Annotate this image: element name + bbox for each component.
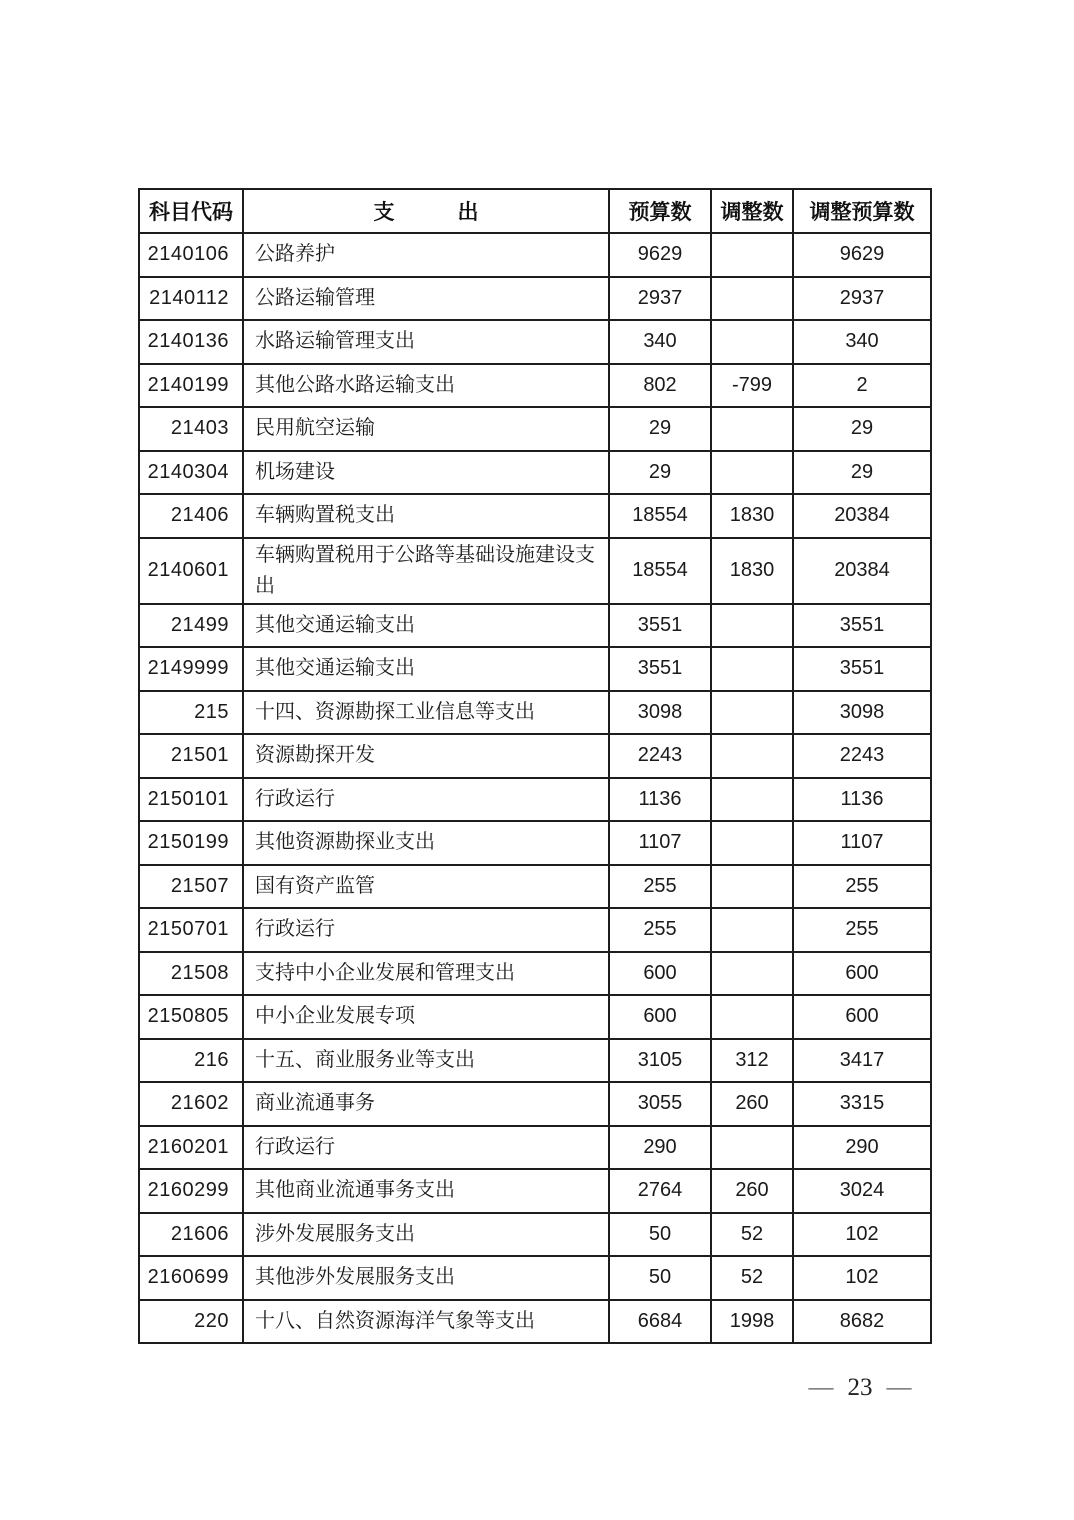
cell-expenditure-name: 涉外发展服务支出 (243, 1213, 609, 1257)
table-row (139, 1256, 931, 1300)
cell-adjusted-budget: 3024 (793, 1169, 931, 1213)
cell-adjusted-budget: 2243 (793, 734, 931, 778)
cell-budget: 255 (609, 865, 711, 909)
table-header (139, 189, 931, 233)
cell-adjustment (711, 407, 793, 451)
cell-expenditure-name: 中小企业发展专项 (243, 995, 609, 1039)
table-row (139, 821, 931, 865)
cell-budget: 600 (609, 952, 711, 996)
cell-expenditure-name: 其他交通运输支出 (243, 604, 609, 648)
cell-adjustment (711, 277, 793, 321)
cell-adjustment (711, 233, 793, 277)
cell-budget: 18554 (609, 538, 711, 604)
cell-budget: 9629 (609, 233, 711, 277)
cell-adjusted-budget: 290 (793, 1126, 931, 1170)
cell-expenditure-name: 十五、商业服务业等支出 (243, 1039, 609, 1083)
cell-budget: 18554 (609, 494, 711, 538)
cell-adjusted-budget: 3098 (793, 691, 931, 735)
budget-table (138, 188, 932, 1344)
cell-subject-code: 2160299 (139, 1169, 243, 1213)
cell-subject-code: 2140112 (139, 277, 243, 321)
cell-subject-code: 2150701 (139, 908, 243, 952)
cell-subject-code: 21406 (139, 494, 243, 538)
cell-adjusted-budget: 29 (793, 407, 931, 451)
table-row (139, 451, 931, 495)
cell-budget: 50 (609, 1213, 711, 1257)
cell-subject-code: 2149999 (139, 647, 243, 691)
table-row (139, 233, 931, 277)
cell-adjusted-budget: 20384 (793, 494, 931, 538)
cell-subject-code: 215 (139, 691, 243, 735)
table-row (139, 1300, 931, 1344)
cell-expenditure-name: 其他商业流通事务支出 (243, 1169, 609, 1213)
cell-budget: 255 (609, 908, 711, 952)
cell-adjustment (711, 908, 793, 952)
cell-adjusted-budget: 3551 (793, 604, 931, 648)
cell-adjusted-budget: 600 (793, 995, 931, 1039)
table-row (139, 1126, 931, 1170)
cell-expenditure-name: 商业流通事务 (243, 1082, 609, 1126)
cell-adjustment (711, 604, 793, 648)
cell-adjustment (711, 995, 793, 1039)
cell-adjustment (711, 1126, 793, 1170)
cell-expenditure-name: 公路运输管理 (243, 277, 609, 321)
cell-adjustment (711, 734, 793, 778)
cell-subject-code: 2140136 (139, 320, 243, 364)
cell-subject-code: 21403 (139, 407, 243, 451)
cell-expenditure-name: 行政运行 (243, 908, 609, 952)
cell-expenditure-name: 其他资源勘探业支出 (243, 821, 609, 865)
cell-subject-code: 21606 (139, 1213, 243, 1257)
cell-budget: 3055 (609, 1082, 711, 1126)
cell-subject-code: 2140304 (139, 451, 243, 495)
cell-adjustment: 1830 (711, 494, 793, 538)
cell-adjustment: 52 (711, 1256, 793, 1300)
cell-budget: 802 (609, 364, 711, 408)
cell-expenditure-name: 公路养护 (243, 233, 609, 277)
cell-adjustment: 260 (711, 1082, 793, 1126)
table-body (139, 233, 931, 1343)
cell-adjustment (711, 451, 793, 495)
cell-adjusted-budget: 600 (793, 952, 931, 996)
table-row (139, 320, 931, 364)
cell-adjusted-budget: 2 (793, 364, 931, 408)
cell-adjusted-budget: 2937 (793, 277, 931, 321)
cell-expenditure-name: 民用航空运输 (243, 407, 609, 451)
cell-subject-code: 2150199 (139, 821, 243, 865)
table-row (139, 995, 931, 1039)
table-row (139, 1169, 931, 1213)
cell-adjustment (711, 821, 793, 865)
cell-adjusted-budget: 102 (793, 1213, 931, 1257)
cell-subject-code: 21508 (139, 952, 243, 996)
cell-budget: 29 (609, 407, 711, 451)
cell-subject-code: 2150101 (139, 778, 243, 822)
table-row (139, 647, 931, 691)
cell-budget: 6684 (609, 1300, 711, 1344)
cell-subject-code: 220 (139, 1300, 243, 1344)
cell-adjusted-budget: 3315 (793, 1082, 931, 1126)
cell-adjusted-budget: 9629 (793, 233, 931, 277)
table-row (139, 865, 931, 909)
cell-expenditure-name: 资源勘探开发 (243, 734, 609, 778)
cell-budget: 50 (609, 1256, 711, 1300)
cell-expenditure-name: 水路运输管理支出 (243, 320, 609, 364)
cell-expenditure-name: 行政运行 (243, 1126, 609, 1170)
cell-expenditure-name: 其他涉外发展服务支出 (243, 1256, 609, 1300)
table-row (139, 407, 931, 451)
cell-budget: 2764 (609, 1169, 711, 1213)
cell-adjustment: 1998 (711, 1300, 793, 1344)
cell-budget: 340 (609, 320, 711, 364)
cell-budget: 3551 (609, 647, 711, 691)
cell-budget: 600 (609, 995, 711, 1039)
cell-adjusted-budget: 255 (793, 865, 931, 909)
cell-expenditure-name: 车辆购置税支出 (243, 494, 609, 538)
cell-adjusted-budget: 29 (793, 451, 931, 495)
table-row (139, 1213, 931, 1257)
cell-subject-code: 2140106 (139, 233, 243, 277)
cell-subject-code: 2160699 (139, 1256, 243, 1300)
cell-subject-code: 21499 (139, 604, 243, 648)
cell-adjustment: -799 (711, 364, 793, 408)
header-row (139, 189, 931, 233)
cell-adjusted-budget: 340 (793, 320, 931, 364)
cell-budget: 2243 (609, 734, 711, 778)
page-number-dash-left: — (808, 1374, 834, 1401)
table-row (139, 494, 931, 538)
cell-subject-code: 2140601 (139, 538, 243, 604)
cell-expenditure-name: 机场建设 (243, 451, 609, 495)
cell-adjusted-budget: 8682 (793, 1300, 931, 1344)
cell-adjusted-budget: 255 (793, 908, 931, 952)
header-budget: 预算数 (609, 189, 711, 233)
table-row (139, 1039, 931, 1083)
cell-subject-code: 2160201 (139, 1126, 243, 1170)
cell-adjustment (711, 865, 793, 909)
page-number-dash-right: — (886, 1374, 912, 1401)
cell-expenditure-name: 其他交通运输支出 (243, 647, 609, 691)
cell-adjustment (711, 691, 793, 735)
cell-adjusted-budget: 3417 (793, 1039, 931, 1083)
cell-budget: 3098 (609, 691, 711, 735)
cell-adjustment: 1830 (711, 538, 793, 604)
cell-adjusted-budget: 1136 (793, 778, 931, 822)
table-row (139, 778, 931, 822)
cell-budget: 290 (609, 1126, 711, 1170)
cell-adjustment: 312 (711, 1039, 793, 1083)
cell-adjustment (711, 778, 793, 822)
cell-subject-code: 21501 (139, 734, 243, 778)
cell-adjustment: 260 (711, 1169, 793, 1213)
header-subject-code: 科目代码 (139, 189, 243, 233)
table-row (139, 538, 931, 604)
table-row (139, 691, 931, 735)
cell-expenditure-name: 国有资产监管 (243, 865, 609, 909)
page-number: 23 (847, 1374, 873, 1401)
cell-budget: 3105 (609, 1039, 711, 1083)
cell-adjustment (711, 647, 793, 691)
table-row (139, 734, 931, 778)
table-row (139, 604, 931, 648)
header-adjusted-budget: 调整预算数 (793, 189, 931, 233)
header-adjustment: 调整数 (711, 189, 793, 233)
cell-subject-code: 21602 (139, 1082, 243, 1126)
cell-expenditure-name: 车辆购置税用于公路等基础设施建设支出 (243, 538, 609, 604)
table-row (139, 952, 931, 996)
cell-budget: 3551 (609, 604, 711, 648)
cell-expenditure-name: 其他公路水路运输支出 (243, 364, 609, 408)
cell-expenditure-name: 十八、自然资源海洋气象等支出 (243, 1300, 609, 1344)
cell-adjusted-budget: 1107 (793, 821, 931, 865)
cell-budget: 29 (609, 451, 711, 495)
page-footer (760, 1374, 960, 1402)
cell-budget: 2937 (609, 277, 711, 321)
cell-adjusted-budget: 102 (793, 1256, 931, 1300)
table-row (139, 364, 931, 408)
cell-adjustment (711, 952, 793, 996)
cell-expenditure-name: 十四、资源勘探工业信息等支出 (243, 691, 609, 735)
table-row (139, 1082, 931, 1126)
cell-adjustment: 52 (711, 1213, 793, 1257)
cell-adjustment (711, 320, 793, 364)
cell-budget: 1136 (609, 778, 711, 822)
cell-subject-code: 2150805 (139, 995, 243, 1039)
cell-subject-code: 21507 (139, 865, 243, 909)
cell-budget: 1107 (609, 821, 711, 865)
table-row (139, 908, 931, 952)
cell-adjusted-budget: 3551 (793, 647, 931, 691)
cell-expenditure-name: 支持中小企业发展和管理支出 (243, 952, 609, 996)
cell-subject-code: 216 (139, 1039, 243, 1083)
header-expenditure: 支 出 (243, 189, 609, 233)
cell-adjusted-budget: 20384 (793, 538, 931, 604)
cell-expenditure-name: 行政运行 (243, 778, 609, 822)
cell-subject-code: 2140199 (139, 364, 243, 408)
table-row (139, 277, 931, 321)
